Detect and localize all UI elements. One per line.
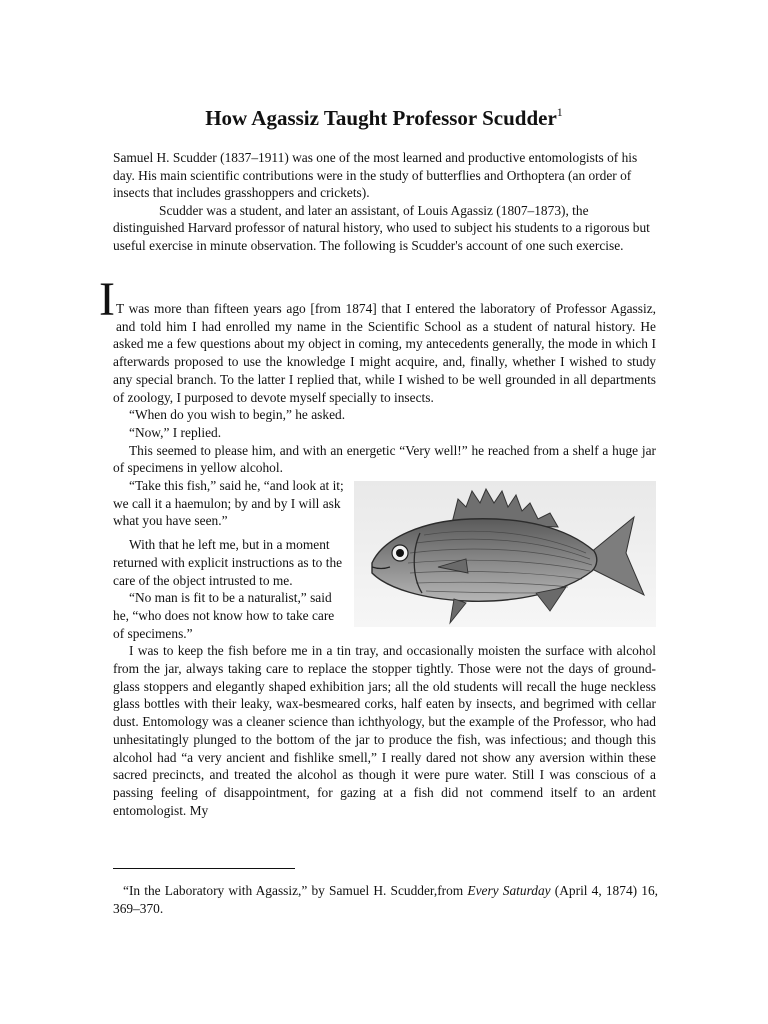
figure-wrap-block [113,477,656,642]
footnote-italic-title: Every Saturday [467,883,551,898]
intro-paragraph-1: Samuel H. Scudder (1837–1911) was one of the most learned and productive entomologists of his day. His main scientific contributions were in the study of butterflies and Orthoptera (an order of insects that includes grasshoppers and crickets). [113,150,638,200]
footnote-text-after: (April 4, 1874) 16, 369–370. [113,883,658,916]
footnote-divider [113,868,295,869]
body-paragraph-3: “Now,” I replied. [129,424,222,440]
title-footnote-ref: 1 [556,105,563,119]
fish-figure [354,481,656,627]
body-paragraph-4: This seemed to please him, and with an energetic “Very well!” he reached from a shelf a huge jar of specimens in yellow alcohol. [113,442,656,476]
footnote [113,882,658,917]
body-paragraph-2: “When do you wish to begin,” he asked. [129,407,346,423]
body-paragraph-6: With that he left me, but in a moment returned with explicit instructions as to the care of the object intrusted to me. [113,537,343,588]
body-paragraph-1-text: T was more than fifteen years ago [from 1874] that I entered the laboratory of Professor Agassiz, and told him I had enrolled my name in the Scientific School as a student of natural history. He asked me a few questions about my object in coming, my antecedents generally, the mode in which I afterwards proposed to use the knowledge I might acquire, and, finally, whether I wished to study any special branch. To the latter I replied that, while I wished to be well grounded in all departments of zoology, I purposed to devote myself specially to insects. [113,301,656,405]
drop-cap: I [99,273,115,326]
footnote-text-before: “In the Laboratory with Agassiz,” by Samuel H. Scudder,from [123,883,468,898]
body-paragraph-7: “No man is fit to be a naturalist,” said he, “who does not know how to take care of specimens.” [113,590,335,641]
intro-section [113,149,658,254]
main-text [99,273,656,819]
body-paragraph-5: “Take this fish,” said he, “and look at it; we call it a haemulon; by and by I will ask what you have seen.” [113,478,344,529]
title-text: How Agassiz Taught Professor Scudder [205,106,557,130]
haemulon-fish-illustration-icon [354,481,656,627]
intro-paragraph-2: Scudder was a student, and later an assistant, of Louis Agassiz (1807–1873), the distinguished Harvard professor of natural history, who used to subject his students to a rigorous but useful exercise in minute observation. The following is Scudder's account of one such exercise. [113,202,650,253]
body-paragraph-8: I was to keep the fish before me in a tin tray, and occasionally moisten the surface with alcohol from the jar, always taking care to replace the stopper tightly. Those were not the days of ground-glass stoppers and elegantly shaped exhibition jars; all the old students will recall the huge neckless glass bottles with their leaky, wax-besmeared corks, half eaten by insects, and begrimed with cellar dust. Entomology was a cleaner science than ichthyology, but the example of the Professor, who had unhesitatingly plunged to the bottom of the jar to produce the fish, was infectious; and though this alcohol had “a very ancient and fishlike smell,” I really dared not show any aversion within these sacred precincts, and treated the alcohol as though it were pure water. Still I was conscious of a passing feeling of disappointment, for gazing at a fish did not commend itself to an ardent entomologist. My [113,643,656,818]
body-paragraph-1 [99,273,656,406]
page-title [0,104,768,132]
